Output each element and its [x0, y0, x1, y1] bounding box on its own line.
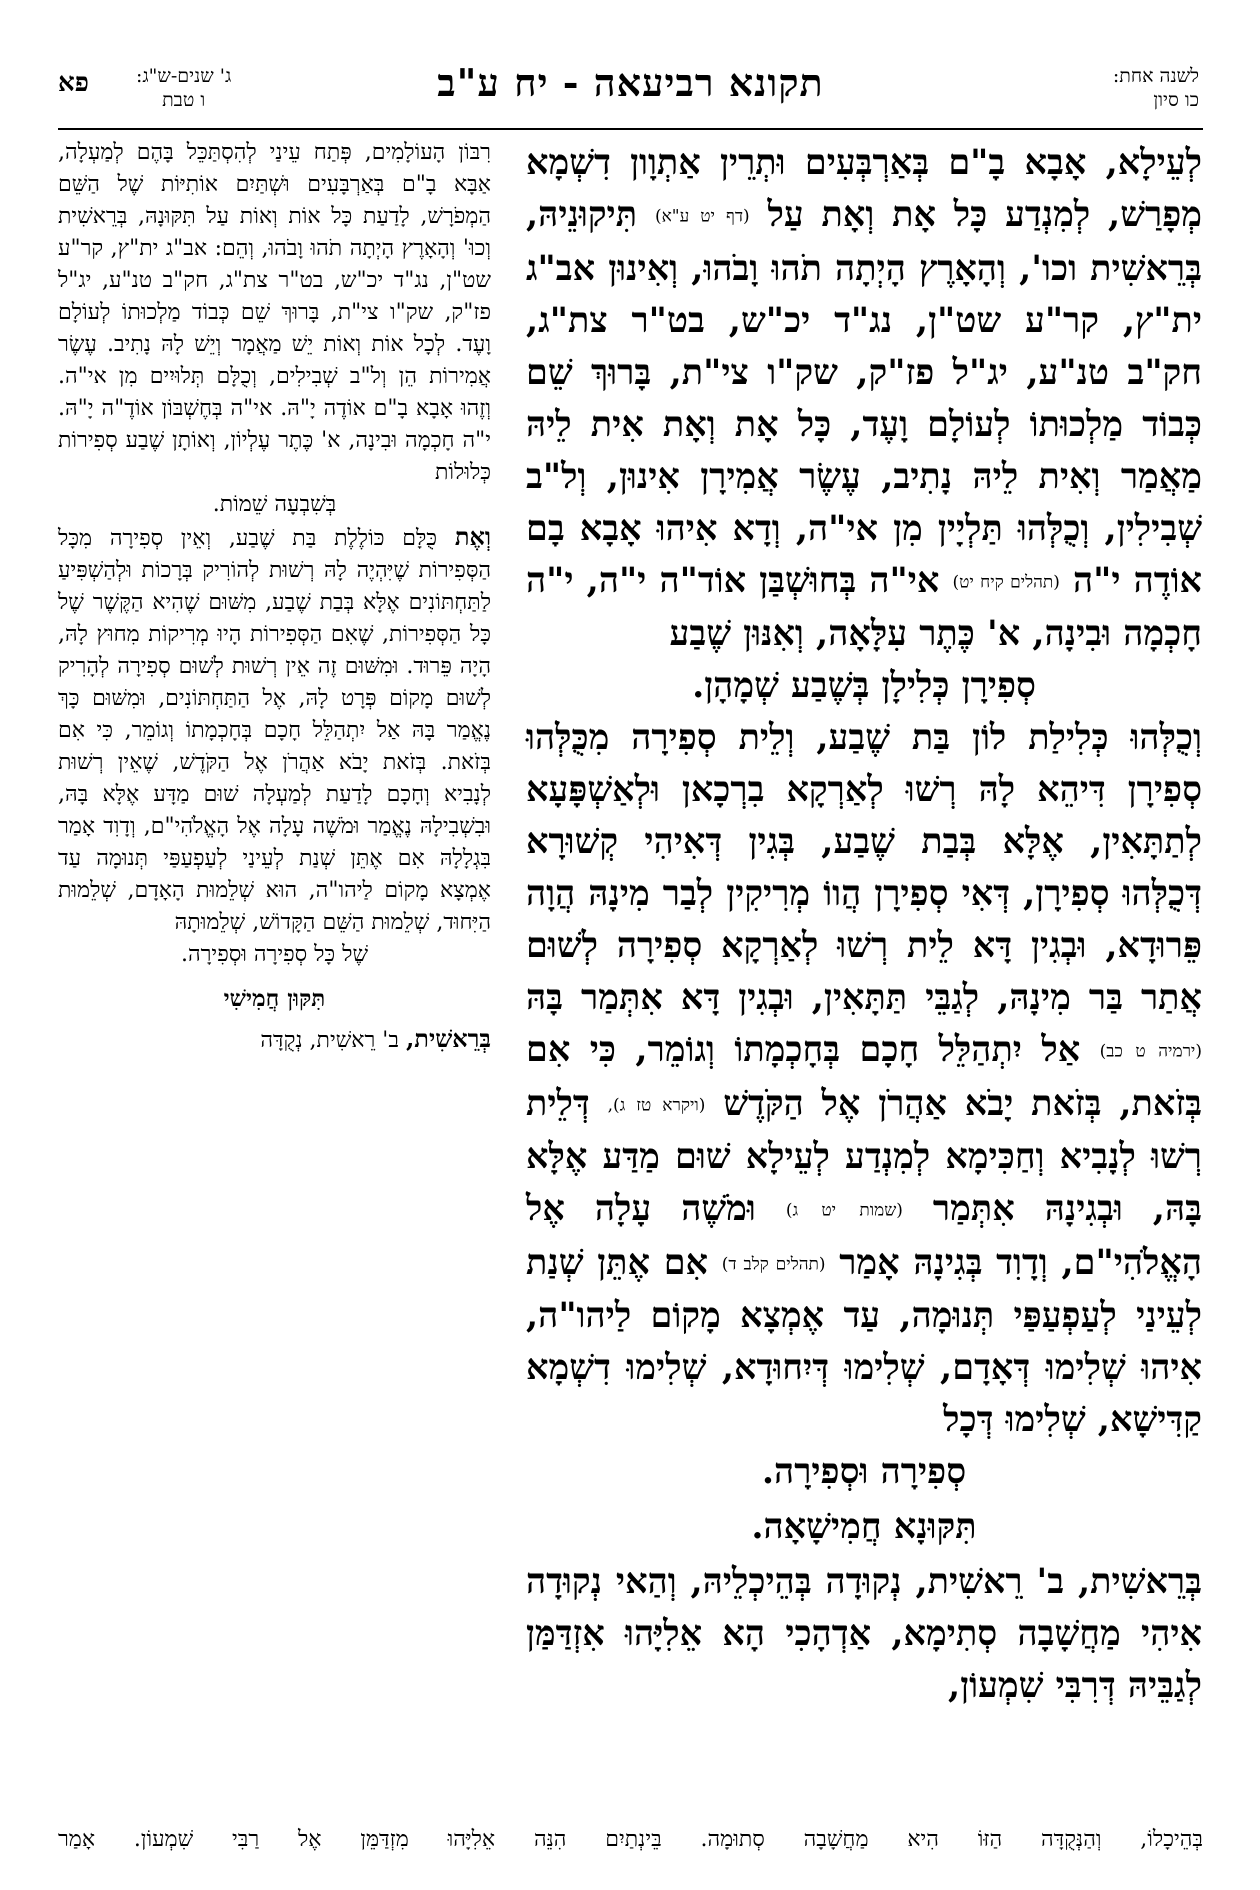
main-text-span: אִם אֶתֵּן שְׁנַת לְעֵינַי לְעַפְעַפַּי תְּנוּמָה, עַד אֶמְצָא מָקוֹם לַיהו"ה, אִיהוּ שְׁלִימוּ דְּאָדָם, שְׁלִימוּ דְּיִחוּדָא, שְׁלִימוּ דִשְׁמָא קַדִּישָׁא, שְׁלִימוּ דְּכָל — [526, 1241, 1202, 1440]
commentary-text-span: כֻּלָּם כּוֹלֶלֶת בַּת שֶׁבַע, וְאֵין סְפִירָה מִכָּל הַסְּפִירוֹת שֶׁיִּהְיֶה לָהּ רְשׁוּת לְהוֹרִיק בְּרָכוֹת וּלְהַשְׁפִּיעַ לַתַּחְתּוֹנִים אֶלָּא בְּבַת שֶׁבַע, מִשּׁוּם שֶׁהִיא הַקֶּשֶׁר שֶׁל כָּל הַסְּפִירוֹת, שֶׁאִם הַסְּפִירוֹת הָיוּ מְרִיקוֹת מִחוּץ לָהּ, הָיָה פֵּרוּד. וּמִשּׁוּם זֶה אֵין רְשׁוּת לְשׁוּם סְפִירָה לְהָרִיק לְשׁוּם מָקוֹם פְּרָט לָהּ, אֶל הַתַּחְתּוֹנִים, וּמִשּׁוּם כָּךְ נֶאֱמַר בָּהּ אַל יִתְהַלֵּל חָכָם בְּחָכְמָתוֹ וְגוֹמֵר, כִּי אִם בְּזֹאת. בְּזֹאת יָבֹא אַהֲרֹן אֶל הַקֹּדֶשׁ, שֶׁאֵין רְשׁוּת לְנָבִיא וְחָכָם לָדַעַת לְמַעְלָה שׁוּם מַדָּע אֶלָּא בָּהּ, וּבִשְׁבִילָהּ נֶאֱמַר וּמֹשֶׁה עָלָה אֶל הָאֱלֹהִי"ם, וְדָוִד אָמַר בִּגְלָלָהּ אִם אֶתֵּן שְׁנַת לְעֵינַי לְעַפְעַפַּי תְּנוּמָה עַד אֶמְצָא מָקוֹם לַיהו"ה, הוּא שְׁלֵמוּת הָאָדָם, שְׁלֵמוּת הַיִּחוּד, שְׁלֵמוּת הַשֵּׁם הַקָּדוֹשׁ, שְׁלֵמוּתָהּ — [58, 526, 491, 935]
main-text-span: לְעֵילָא, אָבָא בָ"ם בְּאַרְבְּעִים וּתְרֵין אַתְוָון דִשְׁמָא מְפָרַשׁ, לְמִנְדַע כָּל אָת וְאָת עַל — [526, 142, 1202, 235]
main-text-span: אי"ה בְּחוּשְׁבַּן אוֹד"ה י"ה, י"ה חָכְמָה וּבִינָה, א' כֶּתֶר עִלָּאָה, וְאִנּוּן שֶׁבַע — [526, 559, 1202, 654]
page-footer-line: בְּהֵיכָלוֹ, וְהַנְּקֻדָּה הַזּוֹ הִיא מַחֲשָׁבָה סְתוּמָה. בֵּינְתַיִם הִנֵּה אֵלִיָּהוּ מִזְדַּמֵּן אֶל רַבִּי שִׁמְעוֹן. אָמַר — [58, 1827, 1203, 1852]
source-reference: (תהלים קיח יט) — [952, 572, 1060, 592]
source-reference: (דף יט ע"א) — [654, 206, 750, 227]
schedule-one-year-date: כו סיון — [1153, 89, 1199, 111]
main-paragraph-2 — [526, 712, 1202, 1446]
commentary-paragraph-1: רִבּוֹן הָעוֹלָמִים, פְּתַח עֵינַי לְהִסְתַּכֵּל בָּהֶם לְמַעְלָה, אַבָּא בָ"ם בְּאַרְבָּעִים וּשְׁתַּיִם אוֹתִיּוֹת שֶׁל הַשֵּׁם הַמְפֹרָשׁ, לָדַעַת כָּל אוֹת וְאוֹת עַל תִּקּוּנָהּ, בְּרֵאשִׁית וְכוּ' וְהָאָרֶץ הָיְתָה תֹהוּ וָבֹהוּ, וְהֵם: אב"ג ית"ץ, קר"ע שט"ן, נג"ד יכ"ש, בט"ר צת"ג, חק"ב טנ"ע, יג"ל פז"ק, שק"ו צי"ת, בָּרוּךְ שֵׁם כְּבוֹד מַלְכוּתוֹ לְעוֹלָם וָעֶד. לְכָל אוֹת וְאוֹת יֵשׁ מַאֲמָר וְיֵשׁ לָהּ נָתִיב. עֶשֶׂר אֲמִירוֹת הֵן וְל"ב שְׁבִילִים, וְכֻלָּם תְּלוּיִים מִן אי"ה. וְזֶהוּ אָבָא בָ"ם אוֹדֶה יָ"הּ. אי"ה בְּחֶשְׁבּוֹן אוֹדֶ"ה יָ"הּ. י"ה חָכְמָה וּבִינָה, א' כֶּתֶר עֶלְיוֹן, וְאוֹתָן שֶׁבַע סְפִירוֹת כְּלוּלוֹת — [58, 140, 491, 485]
commentary-paragraph-3 — [58, 1023, 491, 1057]
source-reference: (תהלים קלב ד) — [721, 1254, 826, 1274]
commentary-paragraph-2-end: שֶׁל כָּל סְפִירָה וּסְפִירָה. — [180, 942, 369, 967]
main-text-span: וְכֻלְּהוּ כְּלִילַת לוֹן בַּת שֶׁבַע, וְלֵית סְפִירָה מִכֻּלְּהוּ סְפִירָן דִּיהֵא לָהּ רְשׁוּ לְאַרְקָא בִרְכָאן וּלְאַשְׁפָּעָא לְתַתָּאִין, אֶלָּא בְּבַת שֶׁבַע, בְּגִין דְּאִיהִי קְשׁוּרָא דְּכֻלְּהוּ סְפִירָן, דְּאִי סְפִירָן הֲווֹ מְרִיקִין לְבַר מִינָהּ הֲוָה פֵּרוּדָא, וּבְגִין דָּא לֵית רְשׁוּ לְאַרְקָא סְפִירָה לְשׁוּם אֲתַר בַּר מִינָהּ, לְגַבֵּי תַּתָּאִין, וּבְגִין דָּא אִתְּמַר בָּהּ — [526, 717, 1202, 1018]
page-number: פא — [58, 68, 89, 98]
main-text-span: דְּלֵית רְשׁוּ לְנָבִיא וְחַכִּימָא לְמִנְדַע לְעֵילָא שׁוּם מַדַּע אֶלָּא בָּהּ, וּבְגִינָהּ אִתְּמַר — [526, 1082, 1202, 1229]
source-reference: (ויקרא טז ג), — [607, 1095, 706, 1115]
schedule-three-years-label: ג' שנים-ש"ג: — [136, 65, 232, 87]
commentary-text-span: ב' רֵאשִׁית, נְקֻדָּה — [260, 1028, 399, 1053]
commentary-column — [58, 137, 491, 1819]
page-header — [58, 58, 1203, 130]
commentary-lead-word: וְאֶת — [454, 522, 491, 551]
main-text-column — [526, 137, 1202, 1819]
main-paragraph-1 — [526, 137, 1202, 660]
source-reference: (שמות יט ג) — [785, 1200, 903, 1221]
main-paragraph-3: בְּרֵאשִׁית, ב' רֵאשִׁית, נְקוּדָה בְּהֵיכְלֵיהּ, וְהַאי נְקוּדָה אִיהִי מַחֲשָׁבָה סְתִימָא, אַדְהָכִי הָא אֵלִיָּהוּ אִזְדַּמַּן לְגַבֵּיהּ דְּרִבִּי שִׁמְעוֹן, — [526, 1561, 1202, 1706]
main-paragraph-2-end: סְפִירָה וּסְפִירָה. — [761, 1451, 967, 1492]
main-text-span: אַל יִתְהַלֵּל חָכָם בְּחָכְמָתוֹ וְגוֹמֵר, כִּי אִם בְּזֹאת, בְּזֹאת יָבֹא אַהֲרֹן אֶל הַקֹּדֶשׁ — [526, 1029, 1202, 1124]
main-text-span: וּמֹשֶׁה עָלָה אֶל הָאֱלֹהִי"ם, וְדָוִד בְּגִינָהּ אָמַר — [526, 1188, 1203, 1283]
main-paragraph-1-end: סְפִירָן כְּלִילָן בְּשֶׁבַע שְׁמָהָן. — [692, 665, 1036, 706]
header-rule — [58, 128, 1203, 130]
commentary-lead-word: בְּרֵאשִׁית, — [405, 1024, 491, 1053]
commentary-section-title: תִּקּוּן חֲמִישִׁי — [223, 985, 326, 1012]
main-text-span: י"ה — [1072, 559, 1121, 601]
page-title: תקונא רביעאה - יח ע"ב — [437, 60, 824, 105]
schedule-three-years-date: ו טבת — [162, 89, 206, 111]
source-reference: (ירמיה ט כב) — [1099, 1041, 1203, 1062]
commentary-paragraph-1-end: בְּשִׁבְעָה שֵׁמוֹת. — [212, 492, 337, 517]
main-section-title: תִּקּוּנָא חֲמִישָׁאָה. — [751, 1506, 977, 1547]
commentary-paragraph-2 — [58, 521, 491, 939]
study-schedule-three-years — [136, 64, 231, 112]
main-text-span: תִּיקוּנֵיהּ, בְּרֵאשִׁית וכו', וְהָאָרֶץ הָיְתָה תֹהוּ וָבֹהוּ, וְאִינוּן אב"ג ית"ץ, קר"ע שט"ן, נג"ד יכ"ש, בט"ר צת"ג, חק"ב טנ"ע, יג"ל פז"ק, שק"ו צי"ת, בָּרוּךְ שֵׁם כְּבוֹד מַלְכוּתוֹ לְעוֹלָם וָעֶד, כָּל אָת וְאָת אִית לֵיהּ מַאֲמַר וְאִית לֵיהּ נָתִיב, עֶשֶׂר אֲמִירָן אִינוּן, וְל"ב שְׁבִילִין, וְכֻלְּהוּ תַּלְיָין מִן אי"ה, וְדָא אִיהוּ אָבָא בָם אוֹדֶה — [526, 194, 1203, 601]
schedule-one-year-label: לשנה אחת: — [1112, 65, 1199, 87]
